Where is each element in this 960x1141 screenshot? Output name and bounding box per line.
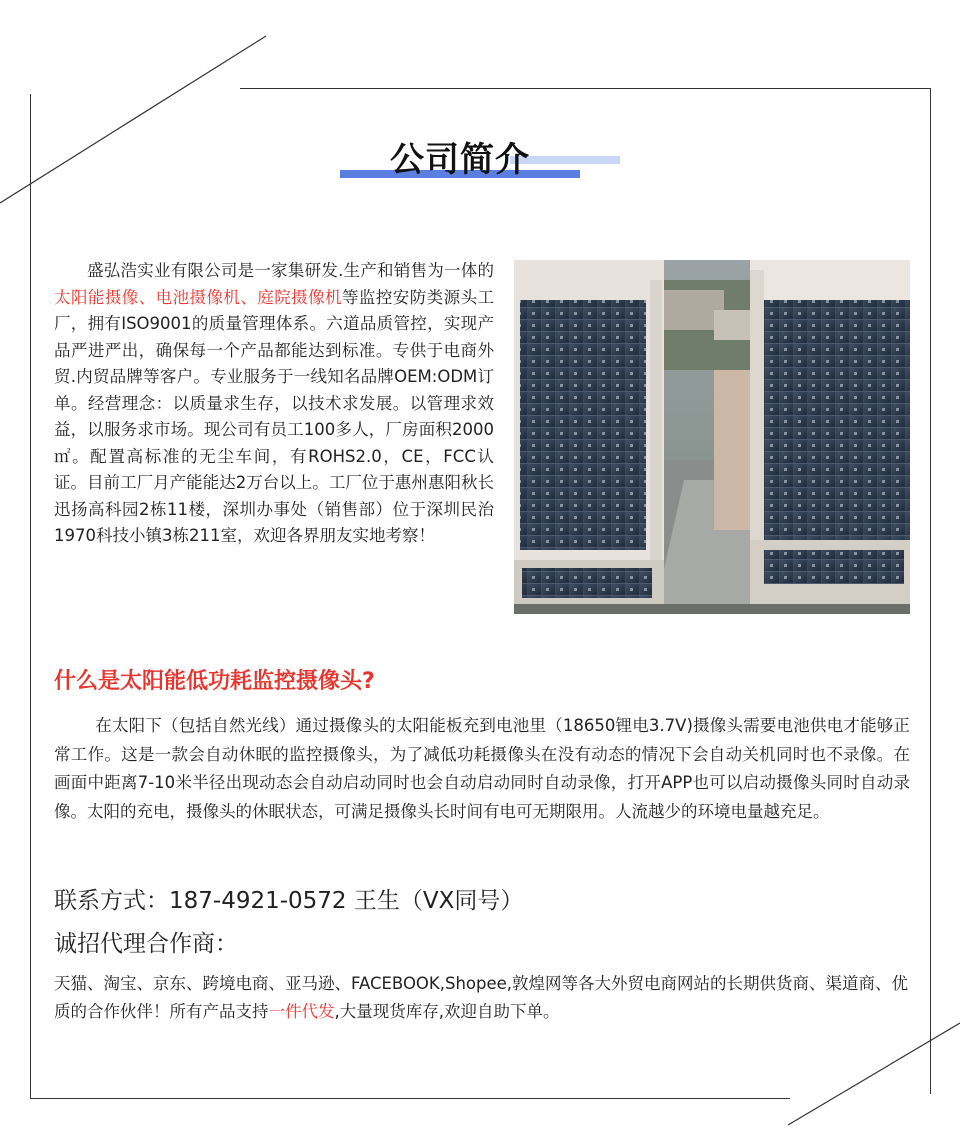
agent-heading: 诚招代理合作商： (54, 931, 238, 957)
question-paragraph: 在太阳下（包括自然光线）通过摄像头的太阳能板充到电池里（18650锂电3.7V)摄像头需要电池供电才能够正常工作。这是一款会自动休眠的监控摄像头，为了减低功耗摄像头在没有动态的情况下会自动关机同时也不录像。在画面中距离7-10米半径出现动态会自动启动同时也会自动启动同时自动录像，打开APP也可以启动摄像头同时自动录像。太阳的充电，摄像头的休眠状态，可满足摄像头长时间有电可无期限用。人流越少的环境电量越充足。 (54, 716, 910, 821)
intro-text-1: 盛弘浩实业有限公司是一家集研发.生产和销售为一体的 (87, 261, 494, 280)
factory-buildings-illustration (514, 260, 910, 614)
dropship-highlight: 一件代发 (268, 1002, 335, 1021)
section-title (340, 128, 620, 188)
channels-paragraph (54, 970, 914, 1026)
channels-text (54, 970, 914, 1026)
contact-info: 联系方式：187-4921-0572 王生（VX同号） (54, 888, 524, 914)
intro-text-2: 等监控安防类源头工厂，拥有ISO9001的质量管理体系。六道品质管控，实现产品严进严出，确保每一个产品都能达到标准。专供于电商外贸.内贸品牌等客户。专业服务于一线知名品牌OEM:ODM订单。经营理念：以质量求生存，以技术求发展。以管理求效益，以服务求市场。现公司有员工100多人，厂房面积2000㎡。配置高标准的无尘车间，有ROHS2.0，CE，FCC认证。目前工厂月产能能达2万台以上。工厂位于惠州惠阳秋长迅扬高科园2栋11楼，深圳办事处（销售部）位于深圳民治1970科技小镇3栋211室，欢迎各界朋友实地考察！ (54, 287, 495, 545)
question-heading: 什么是太阳能低功耗监控摄像头? (54, 669, 375, 694)
factory-photo (514, 260, 910, 614)
channels-text-2: ,大量现货库存,欢迎自助下单。 (334, 1002, 560, 1021)
question-body (54, 712, 910, 826)
company-intro (54, 258, 494, 550)
frame-gap-top (0, 84, 240, 94)
intro-product-highlight: 太阳能摄像、电池摄像机、庭院摄像机 (54, 287, 342, 307)
intro-paragraph (54, 258, 494, 550)
channels-text-1: 天猫、淘宝、京东、跨境电商、亚马逊、FACEBOOK,Shopee,敦煌网等各大外贸电商网站的长期供货商、渠道商、优质的合作伙伴！所有产品支持 (54, 974, 909, 1021)
frame-gap-bottom (790, 1094, 960, 1104)
page-title: 公司简介 (390, 140, 530, 180)
